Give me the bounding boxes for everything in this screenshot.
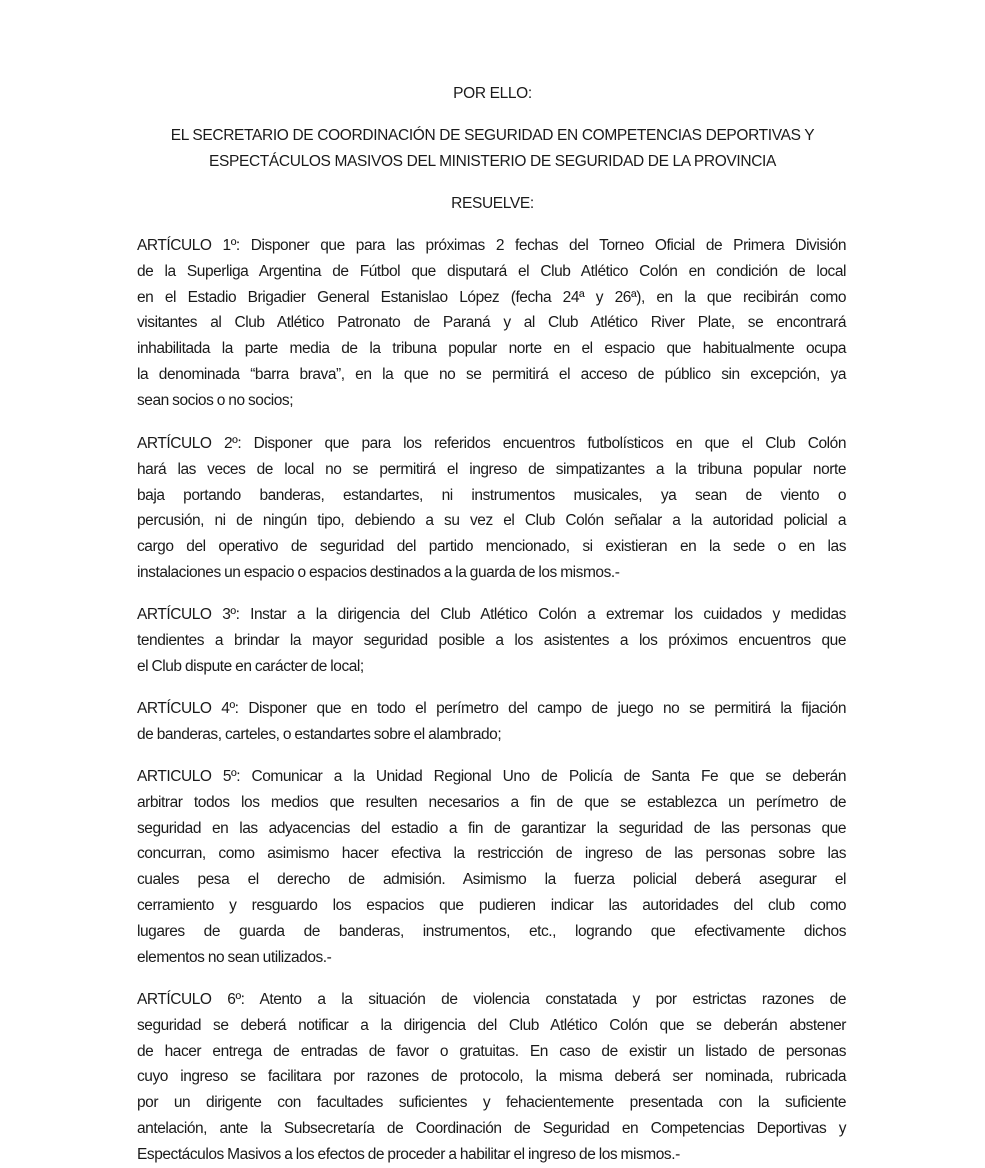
article-line: en el Estadio Brigadier General Estanislao López (fecha 24ª y 26ª), en la que recibirán como [137, 288, 846, 306]
article-line: de hacer entrega de entradas de favor o gratuitas. En caso de existir un listado de personas [137, 1042, 846, 1060]
article-line: antelación, ante la Subsecretaría de Coordinación de Seguridad en Competencias Deportivas y [137, 1119, 846, 1137]
article-line: seguridad en las adyacencias del estadio a fin de garantizar la seguridad de las personas que [137, 819, 846, 837]
authority-line-1: EL SECRETARIO DE COORDINACIÓN DE SEGURIDAD EN COMPETENCIAS DEPORTIVAS Y [170, 127, 815, 144]
article-line: cuyo ingreso se facilitara por razones de protocolo, la misma deberá ser nominada, rubricada [137, 1068, 846, 1086]
article-line: ARTICULO 5º: Comunicar a la Unidad Regional Uno de Policía de Santa Fe que se deberán [137, 768, 846, 785]
article-line: cuales pesa el derecho de admisión. Asimismo la fuerza policial deberá asegurar el [137, 871, 846, 889]
article-line: ARTÍCULO 2º: Disponer que para los referidos encuentros futbolísticos en que el Club Colón [137, 435, 846, 452]
article-line: ARTÍCULO 3º: Instar a la dirigencia del Club Atlético Colón a extremar los cuidados y medidas [137, 606, 846, 623]
article-line: cerramiento y resguardo los espacios que pudieren indicar las autoridades del club como [137, 896, 846, 914]
article-line: sean socios o no socios; [137, 391, 294, 409]
article-line: por un dirigente con facultades suficientes y fehacientemente presentada con la suficiente [137, 1094, 846, 1112]
article-line: hará las veces de local no se permitirá el ingreso de simpatizantes a la tribuna popular norte [137, 460, 846, 478]
resuelve-heading: RESUELVE: [451, 195, 534, 212]
article-line: percusión, ni de ningún tipo, debiendo a su vez el Club Colón señalar a la autoridad policial a [137, 512, 846, 530]
article-line: tendientes a brindar la mayor seguridad posible a los asistentes a los próximos encuentros que [137, 631, 846, 649]
article-5 [137, 764, 846, 970]
article-line: elementos no sean utilizados.- [137, 948, 332, 966]
article-line: visitantes al Club Atlético Patronato de Paraná y al Club Atlético River Plate, se encontrará [137, 314, 846, 332]
article-line: ARTÍCULO 4º: Disponer que en todo el perímetro del campo de juego no se permitirá la fijación [137, 700, 846, 717]
article-line: instalaciones un espacio o espacios destinados a la guarda de los mismos.- [137, 563, 620, 581]
article-line: la denominada “barra brava”, en la que no se permitirá el acceso de público sin excepción, ya [137, 365, 846, 383]
article-2 [137, 431, 846, 586]
por-ello-heading: POR ELLO: [453, 85, 532, 102]
article-line: Espectáculos Masivos a los efectos de proceder a habilitar el ingreso de los mismos.- [137, 1145, 680, 1163]
article-3 [137, 602, 846, 679]
article-line: concurran, como asimismo hacer efectiva la restricción de ingreso de las personas sobre las [137, 845, 846, 863]
article-line: arbitrar todos los medios que resulten necesarios a fin de que se establezca un perímetro de [137, 793, 846, 811]
article-line: de la Superliga Argentina de Fútbol que disputará el Club Atlético Colón en condición de local [137, 262, 846, 280]
article-line: ARTÍCULO 6º: Atento a la situación de violencia constatada y por estrictas razones de [137, 991, 846, 1008]
authority-line-2: ESPECTÁCULOS MASIVOS DEL MINISTERIO DE SEGURIDAD DE LA PROVINCIA [208, 153, 777, 170]
article-line: cargo del operativo de seguridad del partido mencionado, si existieran en la sede o en las [137, 538, 846, 556]
article-line: el Club dispute en carácter de local; [137, 657, 364, 675]
article-line: inhabilitada la parte media de la tribuna popular norte en el espacio que habitualmente ocupa [137, 340, 846, 358]
article-line: de banderas, carteles, o estandartes sobre el alambrado; [137, 725, 502, 743]
article-line: ARTÍCULO 1º: Disponer que para las próximas 2 fechas del Torneo Oficial de Primera División [137, 237, 846, 254]
article-6 [137, 987, 846, 1168]
article-4 [137, 696, 846, 748]
article-1 [137, 233, 846, 414]
article-line: seguridad se deberá notificar a la dirigencia del Club Atlético Colón que se deberán abstener [137, 1016, 846, 1034]
article-line: lugares de guarda de banderas, instrumentos, etc., logrando que efectivamente dichos [137, 922, 846, 940]
article-line: baja portando banderas, estandartes, ni instrumentos musicales, ya sean de viento o [137, 486, 846, 504]
